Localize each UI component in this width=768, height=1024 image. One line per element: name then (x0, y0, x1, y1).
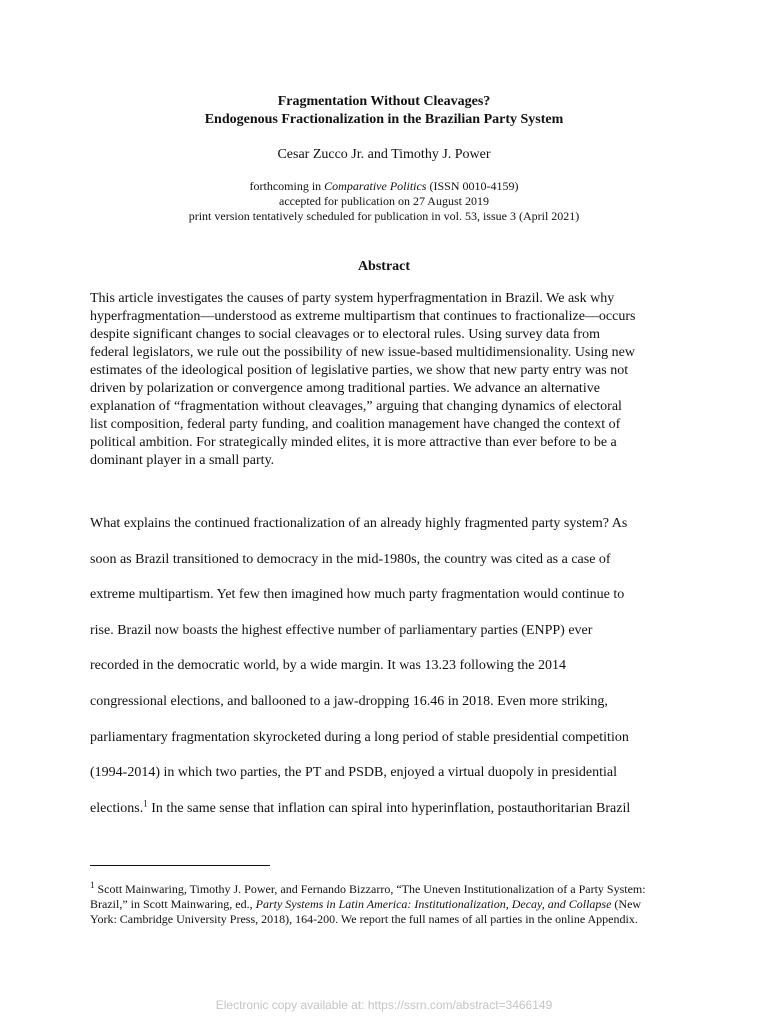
abstract-line: This article investigates the causes of party system hyperfragmentation in Brazil. We ask why (90, 291, 615, 306)
abstract-line: federal legislators, we rule out the possibility of new issue-based multidimensionality. Using new (90, 345, 635, 360)
body-line: (1994-2014) in which two parties, the PT and PSDB, enjoyed a virtual duopoly in presidential (90, 765, 617, 781)
abstract-line: political ambition. For strategically minded elites, it is more attractive than ever before to be a (90, 435, 617, 450)
body-line: rise. Brazil now boasts the highest effective number of parliamentary parties (ENPP) ever (90, 622, 593, 638)
publication-line-2: accepted for publication on 27 August 2019 (279, 194, 489, 208)
abstract-heading: Abstract (357, 259, 411, 274)
publication-prefix: forthcoming in (249, 179, 325, 193)
footnote (90, 882, 680, 927)
abstract-line: hyperfragmentation—understood as extreme multipartism that continues to fractionalize—occurs (90, 309, 636, 324)
footnote-marker: 1 (90, 880, 95, 890)
body-line: What explains the continued fractionalization of an already highly fragmented party system? As (90, 516, 628, 531)
abstract-line: driven by polarization or convergence among traditional parties. We advance an alternative (90, 381, 600, 396)
title-line-2: Endogenous Fractionalization in the Brazilian Party System (204, 112, 564, 127)
body-line: parliamentary fragmentation skyrocketed during a long period of stable presidential competition (90, 729, 629, 745)
ssrn-footer-link[interactable]: Electronic copy available at: https://ssrn.com/abstract=3466149 (215, 998, 553, 1012)
footnote-book-title: Party Systems in Latin America: Institutionalization, Decay, and Collapse (255, 897, 612, 911)
footnote-reference[interactable]: 1 (143, 798, 148, 809)
footnote-text-2b: (New (611, 897, 642, 911)
footnote-line-3: York: Cambridge University Press, 2018), 164-200. We report the full names of all parties in the online Appendix. (90, 912, 638, 926)
body-line: congressional elections, and ballooned to a jaw-dropping 16.46 in 2018. Even more striking, (90, 693, 608, 709)
publication-info (0, 179, 768, 224)
journal-name: Comparative Politics (324, 179, 427, 193)
footnote-divider (90, 865, 270, 866)
footnote-line-1 (90, 882, 680, 897)
body-last-suffix: In the same sense that inflation can spiral into hyperinflation, postauthoritarian Brazil (147, 800, 631, 816)
paper-title (0, 93, 768, 129)
abstract-line: explanation of “fragmentation without cleavages,” arguing that changing dynamics of electoral (90, 399, 622, 414)
abstract-line: estimates of the ideological position of legislative parties, we show that new party entry was not (90, 363, 629, 378)
publication-line-1 (0, 179, 768, 194)
abstract-line: list composition, federal party funding, and coalition management have changed the context of (90, 417, 621, 432)
abstract-line: despite significant changes to social cleavages or to electoral rules. Using survey data from (90, 327, 601, 342)
abstract-line: dominant player in a small party. (90, 453, 275, 468)
body-line: soon as Brazil transitioned to democracy in the mid-1980s, the country was cited as a case of (90, 551, 611, 567)
footnote-line-2 (90, 897, 680, 912)
body-last-prefix: elections. (90, 800, 144, 816)
footnote-text-2a: Brazil,” in Scott Mainwaring, ed., (90, 897, 256, 911)
publication-issn: (ISSN 0010-4159) (426, 179, 519, 193)
body-line: extreme multipartism. Yet few then imagined how much party fragmentation would continue to (90, 587, 625, 603)
authors: Cesar Zucco Jr. and Timothy J. Power (277, 147, 491, 162)
publication-line-3: print version tentatively scheduled for publication in vol. 53, issue 3 (April 2021) (188, 209, 580, 223)
footnote-text-1: Scott Mainwaring, Timothy J. Power, and Fernando Bizzarro, “The Uneven Institutionalization of a Party System: (94, 882, 646, 896)
title-line-1: Fragmentation Without Cleavages? (277, 94, 491, 109)
body-line-last (90, 800, 690, 836)
body-line: recorded in the democratic world, by a wide margin. It was 13.23 following the 2014 (90, 658, 567, 674)
abstract-text (90, 290, 680, 470)
body-paragraph (90, 515, 690, 835)
